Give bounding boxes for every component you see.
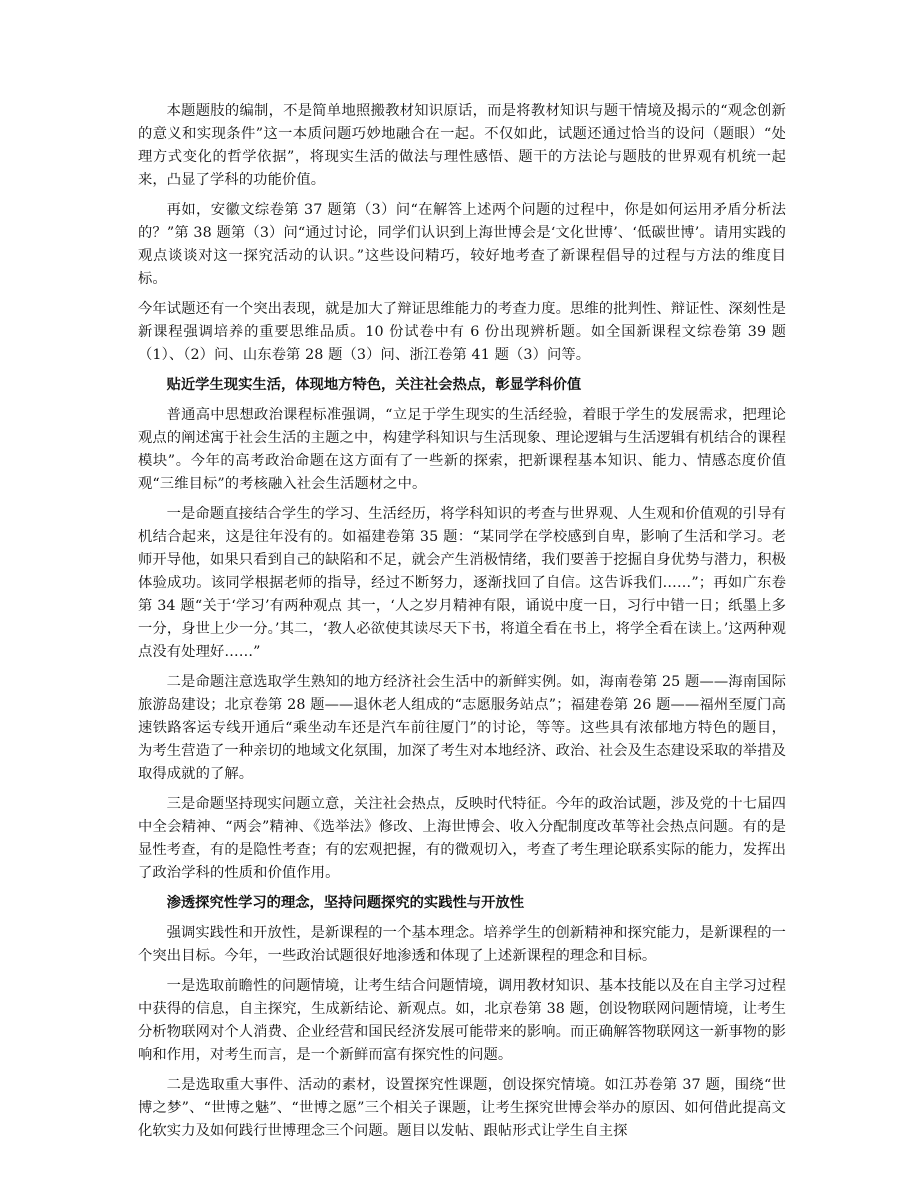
paragraph-4: 普通高中思想政治课程标准强调，“立足于学生现实的生活经验，着眼于学生的发展需求，把理论观点的阐述寓于社会生活的主题之中，构建学科知识与生活现象、理论逻辑与生活逻辑有机结合的课程模块”。今年的高考政治命题在这方面有了一些新的探索，把新课程基本知识、能力、情感态度价值观“三维目标”的考核融入社会生活题材之中。 [138, 407, 786, 492]
paragraph-10: 二是选取重大事件、活动的素材，设置探究性课题，创设探究情境。如江苏卷第 37 题，围绕“世博之梦”、“世博之魅”、“世博之愿”三个相关子课题，让考生探究世博会举办的原因、如何借此提高文化软实力及如何践行世博理念三个问题。题目以发帖、跟帖形式让学生自主探 [138, 1077, 786, 1139]
paragraph-2: 再如，安徽文综卷第 37 题第（3）问“在解答上述两个问题的过程中，你是如何运用矛盾分析法的？”第 38 题第（3）问“通过讨论，同学们认识到上海世博会是‘文化世博’、‘低碳世博’。请用实践的观点谈谈对这一探究活动的认识。”这些设问精巧，较好地考查了新课程倡导的过程与方法的维度目标。 [138, 202, 786, 287]
paragraph-9: 一是选取前瞻性的问题情境，让考生结合问题情境，调用教材知识、基本技能以及在自主学习过程中获得的信息，自主探究，生成新结论、新观点。如，北京卷第 38 题，创设物联网问题情境，让考生分析物联网对个人消费、企业经营和国民经济发展可能带来的影响。而正确解答物联网这一新事物的影响和作用，对考生而言，是一个新鲜而富有探究性的问题。 [138, 978, 786, 1063]
document-page [138, 100, 786, 1150]
paragraph-1: 本题题肢的编制，不是简单地照搬教材知识原话，而是将教材知识与题干情境及揭示的“观念创新的意义和实现条件”这一本质问题巧妙地融合在一起。不仅如此，试题还通过恰当的设问（题眼）“处理方式变化的哲学依据”，将现实生活的做法与理性感悟、题干的方法论与题肢的世界观有机统一起来，凸显了学科的功能价值。 [138, 103, 786, 188]
paragraph-6: 二是命题注意选取学生熟知的地方经济社会生活中的新鲜实例。如，海南卷第 25 题——海南国际旅游岛建设；北京卷第 28 题——退休老人组成的“志愿服务站点”；福建卷第 26 题——福州至厦门高速铁路客运专线开通后“乘坐动车还是汽车前往厦门”的讨论，等等。这些具有浓郁地方特色的题目，为考生营造了一种亲切的地域文化氛围，加深了考生对本地经济、政治、社会及生态建设采取的举措及取得成就的了解。 [138, 674, 786, 782]
paragraph-3: 今年试题还有一个突出表现，就是加大了辩证思维能力的考查力度。思维的批判性、辩证性、深刻性是新课程强调培养的重要思维品质。10 份试卷中有 6 份出现辨析题。如全国新课程文综卷第 39 题（1）、（2）问、山东卷第 28 题（3）问、浙江卷第 41 题（3）问等。 [138, 301, 786, 363]
paragraph-8: 强调实践性和开放性，是新课程的一个基本理念。培养学生的创新精神和探究能力，是新课程的一个突出目标。今年，一些政治试题很好地渗透和体现了上述新课程的理念和目标。 [138, 925, 786, 964]
section-heading-2: 渗透探究性学习的理念，坚持问题探究的实践性与开放性 [166, 895, 525, 911]
section-heading-1: 贴近学生现实生活，体现地方特色，关注社会热点，彰显学科价值 [166, 377, 582, 393]
paragraph-5: 一是命题直接结合学生的学习、生活经历，将学科知识的考查与世界观、人生观和价值观的引导有机结合起来，这是往年没有的。如福建卷第 35 题：“某同学在学校感到自卑，影响了生活和学习。老师开导他，如果只看到自己的缺陷和不足，就会产生消极情绪，我们要善于挖掘自身优势与潜力，积极体验成功。该同学根据老师的指导，经过不断努力，逐渐找回了自信。这告诉我们……”；再如广东卷第 34 题“关于‘学习’有两种观点 其一，‘人之岁月精神有限，诵说中度一日，习行中错一日；纸墨上多一分，身世上少一分。’其二，‘教人必欲使其读尽天下书，将道全看在书上，将学全看在读上。’这两种观点没有处理好……” [138, 506, 786, 660]
paragraph-7: 三是命题坚持现实问题立意，关注社会热点，反映时代特征。今年的政治试题，涉及党的十七届四中全会精神、“两会”精神、《选举法》修改、上海世博会、收入分配制度改革等社会热点问题。有的是显性考查，有的是隐性考查；有的宏观把握，有的微观切入，考查了考生理论联系实际的能力，发挥出了政治学科的性质和价值作用。 [138, 796, 786, 881]
